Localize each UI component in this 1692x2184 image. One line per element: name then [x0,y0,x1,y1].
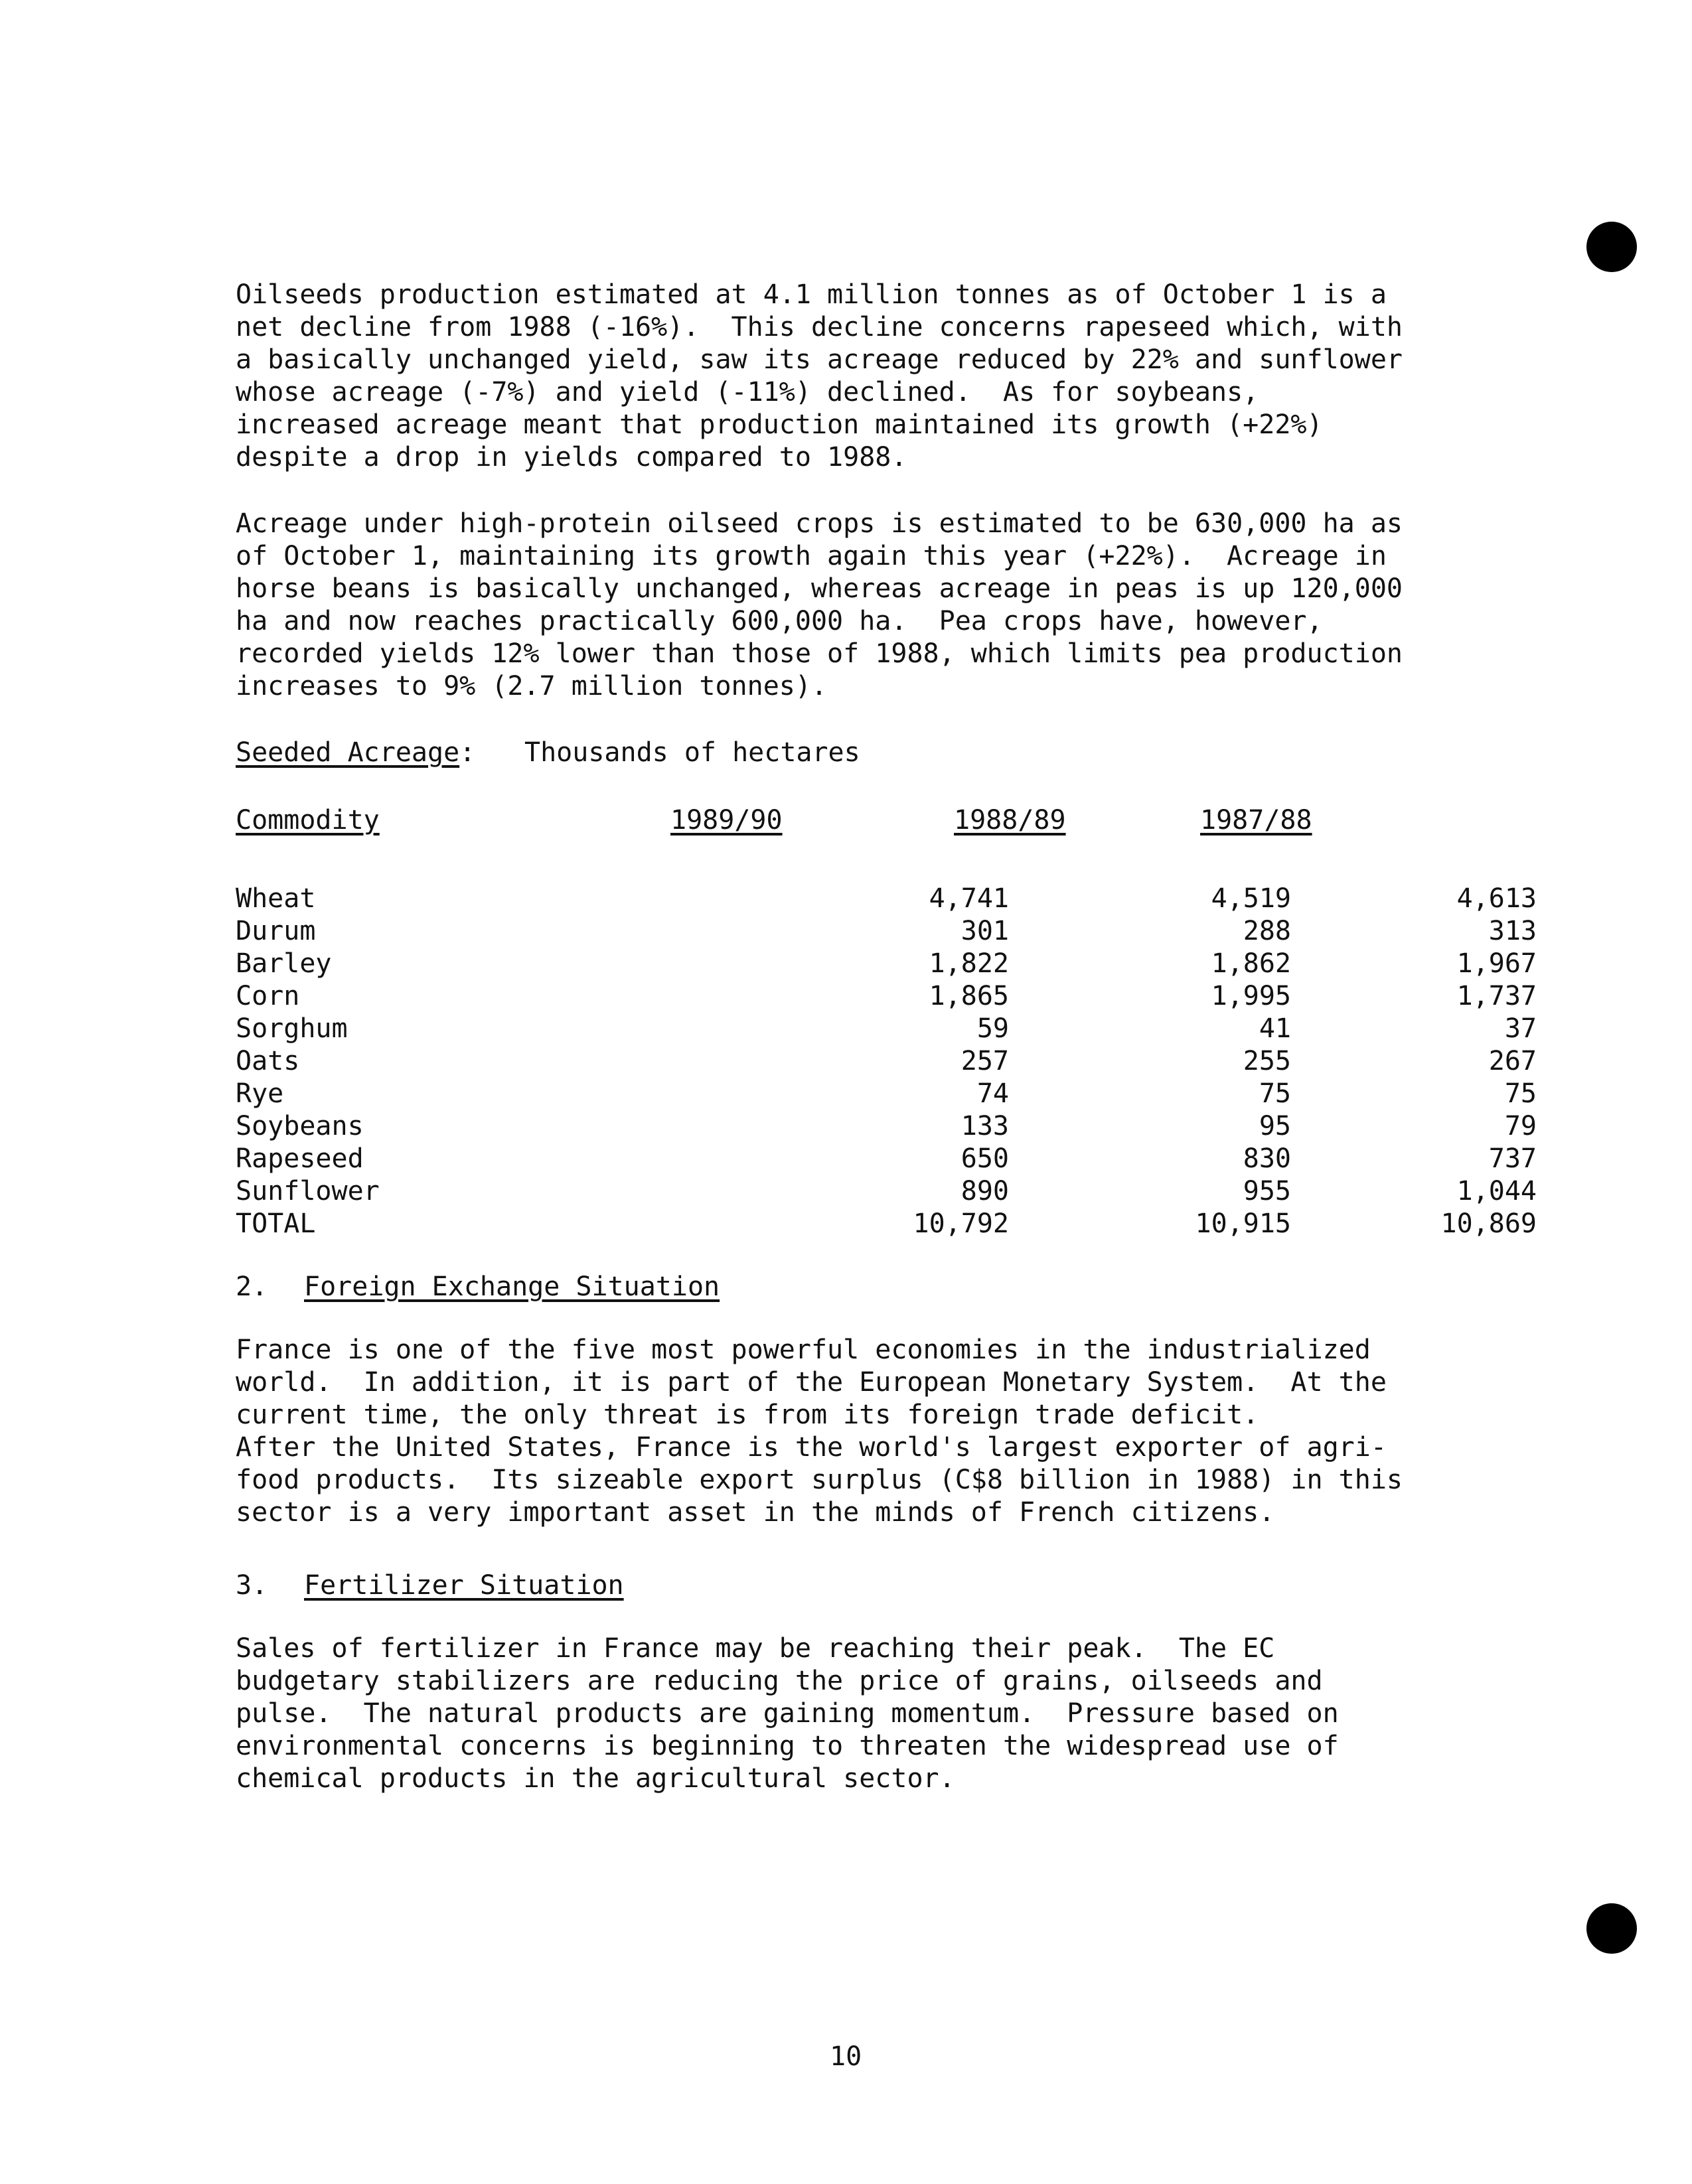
value-1987-88: 79 [1504,1111,1537,1141]
paragraph-foreign-exchange: France is one of the five most powerful economies in the industrialized world. In addition, it is part of the European Monetary System. At the current time, the only threat is from its foreign trade deficit. After the United States, France is the world's largest exporter of agri- food products. Its sizeable export surplus (C$8 billion in 1988) in this sector is a very important asset in the minds of French citizens. [236,1335,1403,1528]
paragraph-oilseeds: Oilseeds production estimated at 4.1 million tonnes as of October 1 is a net decline from 1988 (-16%). This decline concerns rapeseed which, with a basically unchanged yield, saw its acreage reduced by 22% and sunflower whose acreage (-7%) and yield (-11%) declined. As for soybeans, increased acreage meant that production maintained its growth (+22%) despite a drop in yields compared to 1988. [236,279,1403,473]
table-row [236,915,1537,948]
value-1988-89: 4,519 [1211,883,1291,914]
value-1988-89: 10,915 [1195,1208,1291,1239]
value-1989-90: 1,822 [929,948,1009,979]
commodity-name: Rapeseed [236,1143,364,1174]
value-1987-88: 75 [1504,1078,1537,1109]
commodity-name: Corn [236,981,300,1011]
header-1989-90: 1989/90 [670,805,783,836]
section-2-title: Foreign Exchange Situation [304,1272,720,1302]
table-row-total [236,1208,1537,1240]
value-1989-90: 10,792 [913,1208,1009,1239]
table-row [236,1143,1537,1175]
section-2-number: 2. [236,1272,268,1302]
value-1989-90: 74 [976,1078,1009,1109]
table-row [236,1175,1537,1208]
value-1988-89: 255 [1243,1046,1291,1076]
value-1987-88: 737 [1488,1143,1537,1174]
commodity-name: Rye [236,1078,284,1109]
table-row [236,980,1537,1013]
value-1988-89: 1,995 [1211,981,1291,1011]
value-1988-89: 288 [1243,916,1291,946]
value-1989-90: 650 [961,1143,1009,1174]
punch-hole-top [1586,222,1637,272]
value-1987-88: 10,869 [1440,1208,1537,1239]
table-row [236,883,1537,915]
punch-hole-bottom [1586,1903,1637,1954]
seeded-acreage-heading [236,737,475,769]
commodity-name: Sorghum [236,1013,348,1044]
header-1988-89: 1988/89 [954,805,1066,836]
value-1989-90: 890 [961,1176,1009,1206]
value-1989-90: 1,865 [929,981,1009,1011]
seeded-acreage-colon: : [459,737,476,768]
commodity-name: Wheat [236,883,316,914]
table-row [236,948,1537,980]
value-1989-90: 133 [961,1111,1009,1141]
value-1988-89: 75 [1259,1078,1291,1109]
commodity-name: Durum [236,916,316,946]
value-1987-88: 267 [1488,1046,1537,1076]
value-1989-90: 59 [976,1013,1009,1044]
value-1988-89: 95 [1259,1111,1291,1141]
seeded-acreage-unit: Thousands of hectares [524,737,860,768]
section-3-title: Fertilizer Situation [304,1570,624,1601]
value-1989-90: 301 [961,916,1009,946]
value-1987-88: 1,737 [1456,981,1537,1011]
value-1988-89: 1,862 [1211,948,1291,979]
section-3-number: 3. [236,1570,268,1601]
header-commodity: Commodity [236,805,380,836]
paragraph-fertilizer: Sales of fertilizer in France may be reaching their peak. The EC budgetary stabilizers are reducing the price of grains, oilseeds and pulse. The natural products are gaining momentum. Pressure based on environmental concerns is beginning to threaten the widespread use of chemical products in the agricultural sector. [236,1633,1339,1794]
value-1987-88: 37 [1504,1013,1537,1044]
value-1989-90: 257 [961,1046,1009,1076]
value-1988-89: 41 [1259,1013,1291,1044]
value-1987-88: 1,967 [1456,948,1537,979]
paragraph-high-protein-crops: Acreage under high-protein oilseed crops is estimated to be 630,000 ha as of October 1, maintaining its growth again this year (+22%). Acreage in horse beans is basically unchanged, whereas acreage in peas is up 120,000 ha and now reaches practically 600,000 ha. Pea crops have, however, recorded yields 12% lower than those of 1988, which limits pea production increases to 9% (2.7 million tonnes). [236,508,1403,701]
seeded-acreage-label: Seeded Acreage [236,737,460,768]
header-1987-88: 1987/88 [1200,805,1312,836]
value-1987-88: 313 [1488,916,1537,946]
table-row [236,1078,1537,1110]
value-1987-88: 4,613 [1456,883,1537,914]
commodity-name: Barley [236,948,332,979]
table-row [236,1013,1537,1045]
value-1988-89: 955 [1243,1176,1291,1206]
commodity-name: Sunflower [236,1176,380,1206]
commodity-name: Soybeans [236,1111,364,1141]
value-1988-89: 830 [1243,1143,1291,1174]
page-number: 10 [830,2041,862,2072]
table-row [236,1045,1537,1078]
value-1989-90: 4,741 [929,883,1009,914]
commodity-name: TOTAL [236,1208,316,1239]
commodity-name: Oats [236,1046,300,1076]
table-row [236,1110,1537,1143]
value-1987-88: 1,044 [1456,1176,1537,1206]
